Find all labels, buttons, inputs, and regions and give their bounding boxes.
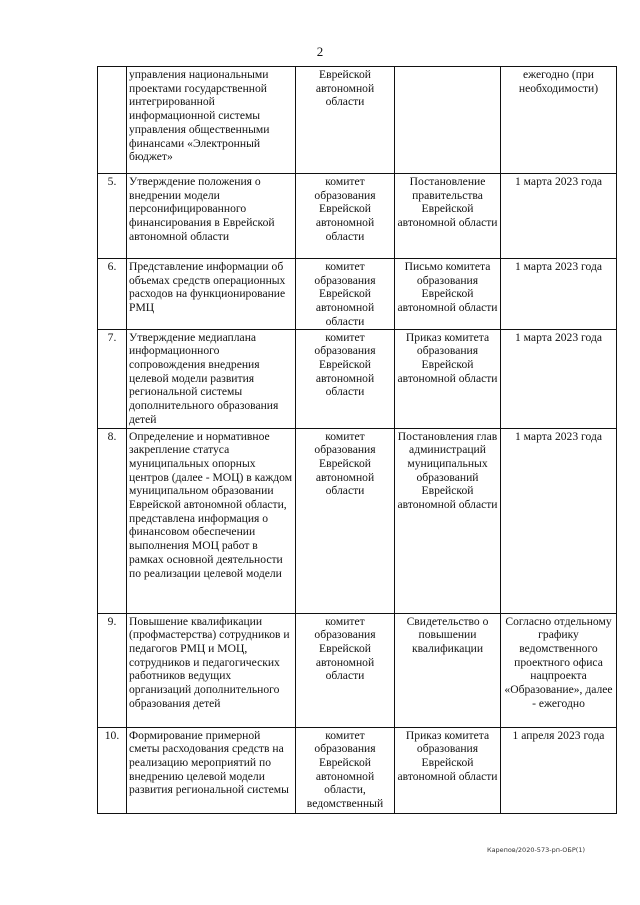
row-number: 10. (98, 727, 127, 813)
table-row (98, 329, 617, 428)
row-number: 7. (98, 329, 127, 428)
table-row (98, 613, 617, 727)
table-row (98, 174, 617, 259)
activity-name: Определение и нормативное закрепление статуса муниципальных опорных центров (далее - МОЦ) в каждом муниципальном образовании Еврейской автономной области, представлена информация о финансовом обеспечении выполнения МОЦ работ в рамках основной деятельности по реализации целевой модели (127, 428, 296, 613)
executor: комитет образования Еврейской автономной области (296, 428, 395, 613)
page-number: 2 (316, 44, 324, 59)
activity-name: Утверждение положения о внедрении модели персонифицированного финансирования в Еврейской автономной области (127, 174, 296, 259)
deadline: 1 марта 2023 года (501, 174, 617, 259)
activity-name: Утверждение медиаплана информационного сопровождения внедрения целевой модели развития региональной системы дополнительного образования детей (127, 329, 296, 428)
document-type: Постановление правительства Еврейской автономной области (395, 174, 501, 259)
document-type: Приказ комитета образования Еврейской автономной области (395, 727, 501, 813)
executor: комитет образования Еврейской автономной области, ведомственный (296, 727, 395, 813)
document-type: Постановления глав администраций муниципальных образований Еврейской автономной области (395, 428, 501, 613)
row-number: 5. (98, 174, 127, 259)
deadline: 1 апреля 2023 года (501, 727, 617, 813)
row-number: 9. (98, 613, 127, 727)
activity-name: Представление информации об объемах средств операционных расходов на функционирование РМЦ (127, 259, 296, 330)
row-number (98, 67, 127, 174)
document-type: Свидетельство о повышении квалификации (395, 613, 501, 727)
activity-name: Повышение квалификации (профмастерства) сотрудников и педагогов РМЦ и МОЦ, сотрудников и педагогических работников ведущих организаций дополнительного образования детей (127, 613, 296, 727)
document-type: Письмо комитета образования Еврейской автономной области (395, 259, 501, 330)
deadline: 1 марта 2023 года (501, 259, 617, 330)
executor: Еврейской автономной области (296, 67, 395, 174)
deadline: 1 марта 2023 года (501, 329, 617, 428)
executor: комитет образования Еврейской автономной области (296, 259, 395, 330)
activity-name: Формирование примерной сметы расходования средств на реализацию мероприятий по внедрению целевой модели развития региональной системы (127, 727, 296, 813)
executor: комитет образования Еврейской автономной области (296, 174, 395, 259)
document-registration-code: Карепов/2020-573-рп-ОБР(1) (486, 846, 585, 854)
deadline: ежегодно (при необходимости) (501, 67, 617, 174)
table-row (98, 259, 617, 330)
deadline: Согласно отдельному графику ведомственного проектного офиса нацпроекта «Образование», далее - ежегодно (501, 613, 617, 727)
table-row (98, 67, 617, 174)
row-number: 8. (98, 428, 127, 613)
row-number: 6. (98, 259, 127, 330)
activity-name: управления национальными проектами государственной интегрированной информационной системы управления общественными финансами «Электронный бюджет» (127, 67, 296, 174)
document-type: Приказ комитета образования Еврейской автономной области (395, 329, 501, 428)
executor: комитет образования Еврейской автономной области (296, 329, 395, 428)
deadline: 1 марта 2023 года (501, 428, 617, 613)
document-type (395, 67, 501, 174)
table-row (98, 727, 617, 813)
executor: комитет образования Еврейской автономной области (296, 613, 395, 727)
activity-plan-table (97, 66, 617, 814)
table-row (98, 428, 617, 613)
